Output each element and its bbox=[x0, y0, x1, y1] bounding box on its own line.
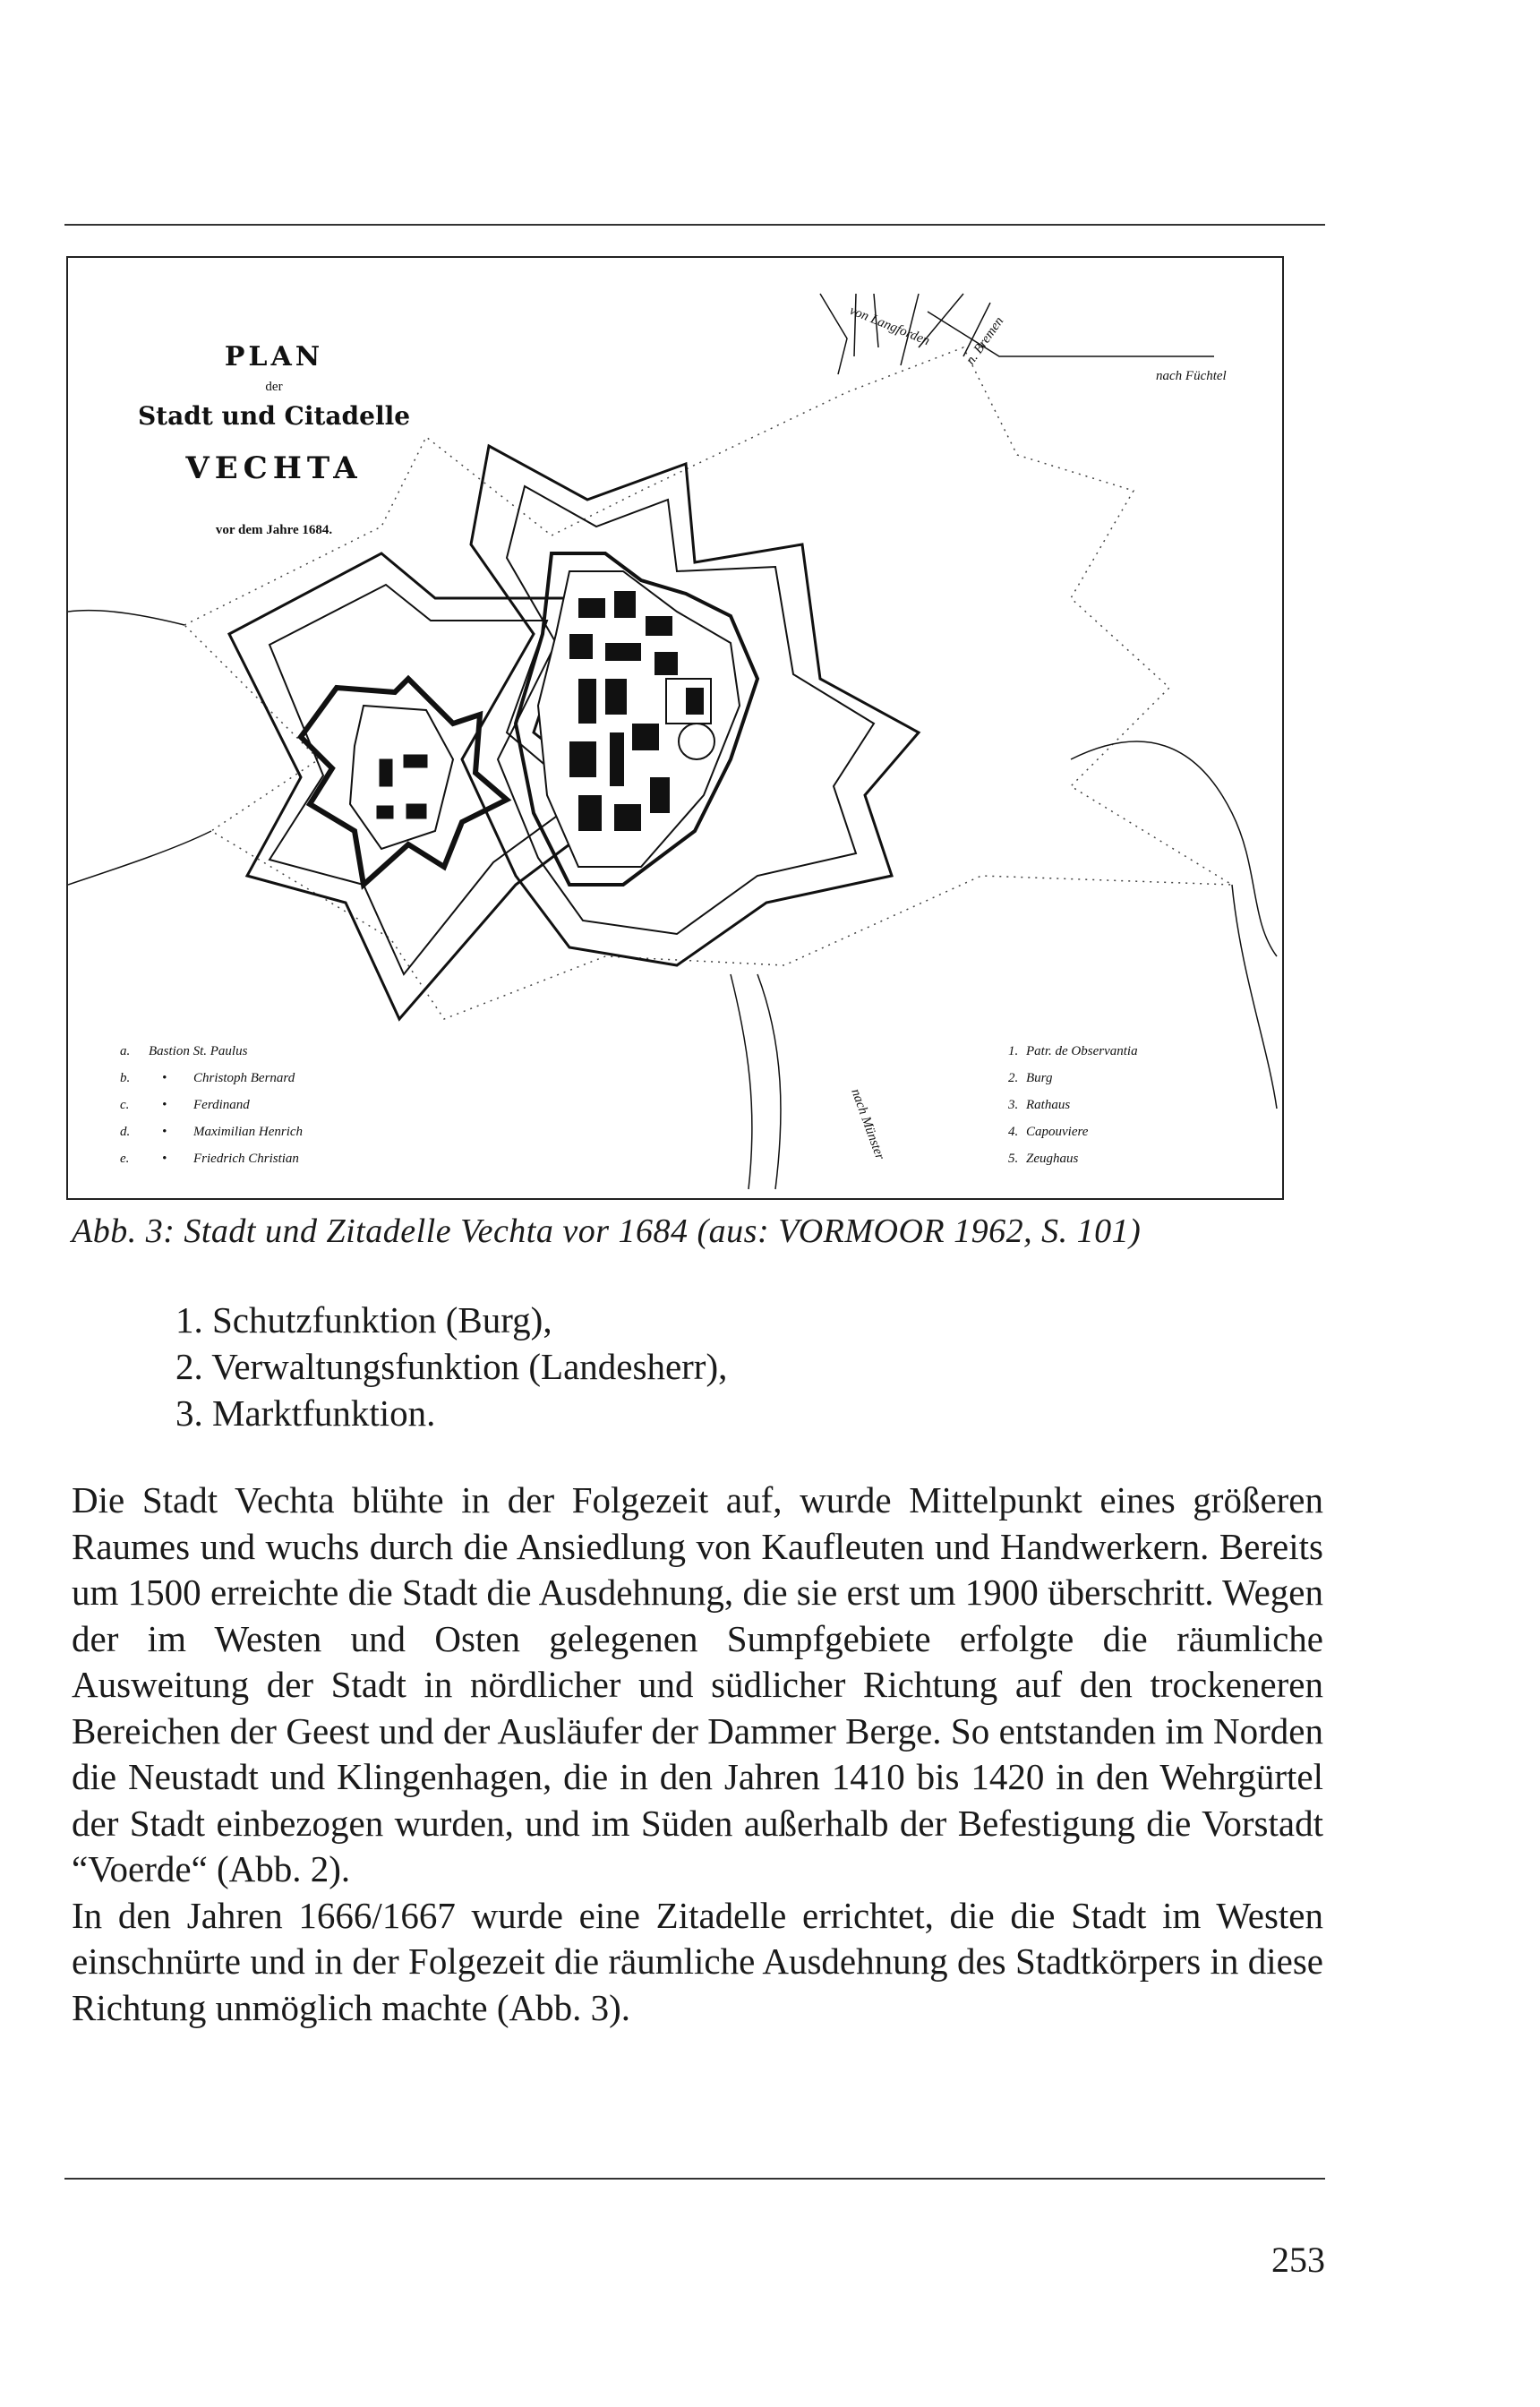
legend-right-key: 1. bbox=[1008, 1044, 1019, 1058]
header-rule bbox=[64, 224, 1325, 226]
legend-right-key: 4. bbox=[1008, 1125, 1019, 1139]
legend-right-text: Patr. de Observantia bbox=[1026, 1044, 1138, 1058]
legend-left-text: Maximilian Henrich bbox=[193, 1125, 304, 1139]
figure-caption: Abb. 3: Stadt und Zitadelle Vechta vor 1684 (aus: VORMOOR 1962, S. 101) bbox=[72, 1212, 1142, 1250]
paragraph: In den Jahren 1666/1667 wurde eine Zitadelle errichtet, die die Stadt im Westen einschnürte und in der Folgezeit die räumliche Ausdehnung des Stadtkörpers in diese Richtung unmöglich machte (Abb. 3). bbox=[72, 1894, 1323, 2028]
legend-left-key: c. bbox=[120, 1098, 130, 1112]
map-title-plan: PLAN bbox=[224, 341, 324, 373]
legend-left-text: Friedrich Christian bbox=[193, 1152, 299, 1166]
legend-left-key: b. bbox=[120, 1071, 131, 1085]
list-item: 3. Marktfunktion. bbox=[175, 1392, 436, 1434]
svg-text:•: • bbox=[162, 1071, 167, 1085]
svg-text:•: • bbox=[162, 1152, 167, 1166]
legend-right-text: Rathaus bbox=[1026, 1098, 1071, 1112]
legend-left-text: Bastion St. Paulus bbox=[149, 1044, 248, 1058]
legend-right-text: Zeughaus bbox=[1026, 1152, 1079, 1166]
road-label-fuchtel: nach Füchtel bbox=[1156, 369, 1227, 383]
road-label-muenster: nach Münster bbox=[848, 1086, 887, 1162]
map-title-date: vor dem Jahre 1684. bbox=[215, 523, 333, 537]
svg-text:•: • bbox=[162, 1125, 167, 1139]
svg-text:•: • bbox=[162, 1098, 167, 1112]
legend-right-key: 3. bbox=[1008, 1098, 1019, 1112]
legend-left bbox=[120, 1044, 303, 1166]
road-label-langforden: von Langforden bbox=[847, 303, 932, 349]
list-item: 1. Schutzfunktion (Burg), bbox=[175, 1299, 552, 1341]
legend-left-text: Ferdinand bbox=[193, 1098, 250, 1112]
list-item: 2. Verwaltungsfunktion (Landesherr), bbox=[175, 1346, 728, 1387]
footer-rule bbox=[64, 2178, 1325, 2180]
map-title-stadt: Stadt und Citadelle bbox=[137, 401, 411, 431]
fortress-map bbox=[68, 258, 1282, 1198]
paragraph: Die Stadt Vechta blühte in der Folgezeit auf, wurde Mittelpunkt eines größeren Raumes und wuchs durch die Ansiedlung von Kaufleuten und Handwerkern. Bereits um 1500 erreichte die Stadt die Ausdehnung, die sie erst um 1900 überschritt. Wegen der im Westen und Osten gelegenen Sumpfgebiete erfolgte die räumliche Ausweitung der Stadt in nördlicher und südlicher Richtung auf den trockeneren Bereichen der Geest und der Ausläufer der Dammer Berge. So entstanden im Norden die Neustadt und Klingenhagen, die in den Jahren 1410 bis 1420 in den Wehrgürtel der Stadt einbezogen wurden, und im Süden außerhalb der Befestigung die Vorstadt “Voerde“ (Abb. 2). bbox=[72, 1479, 1323, 1889]
legend-left-key: a. bbox=[120, 1044, 131, 1058]
road-label-bremen: n. Bremen bbox=[963, 314, 1007, 368]
figure-map bbox=[66, 256, 1284, 1200]
legend-right-key: 2. bbox=[1008, 1071, 1019, 1085]
legend-left-key: d. bbox=[120, 1125, 131, 1139]
legend-left-key: e. bbox=[120, 1152, 130, 1166]
legend-right-key: 5. bbox=[1008, 1152, 1019, 1166]
legend-right-text: Burg bbox=[1026, 1071, 1053, 1085]
legend-left-text: Christoph Bernard bbox=[193, 1071, 295, 1085]
page-number: 253 bbox=[1271, 2240, 1325, 2280]
map-title-vechta: VECHTA bbox=[185, 450, 363, 486]
body-text bbox=[72, 1478, 1323, 2031]
map-title-der: der bbox=[265, 380, 283, 394]
legend-right bbox=[1007, 1044, 1138, 1166]
function-list bbox=[175, 1297, 727, 1436]
legend-right-text: Capouviere bbox=[1026, 1125, 1089, 1139]
